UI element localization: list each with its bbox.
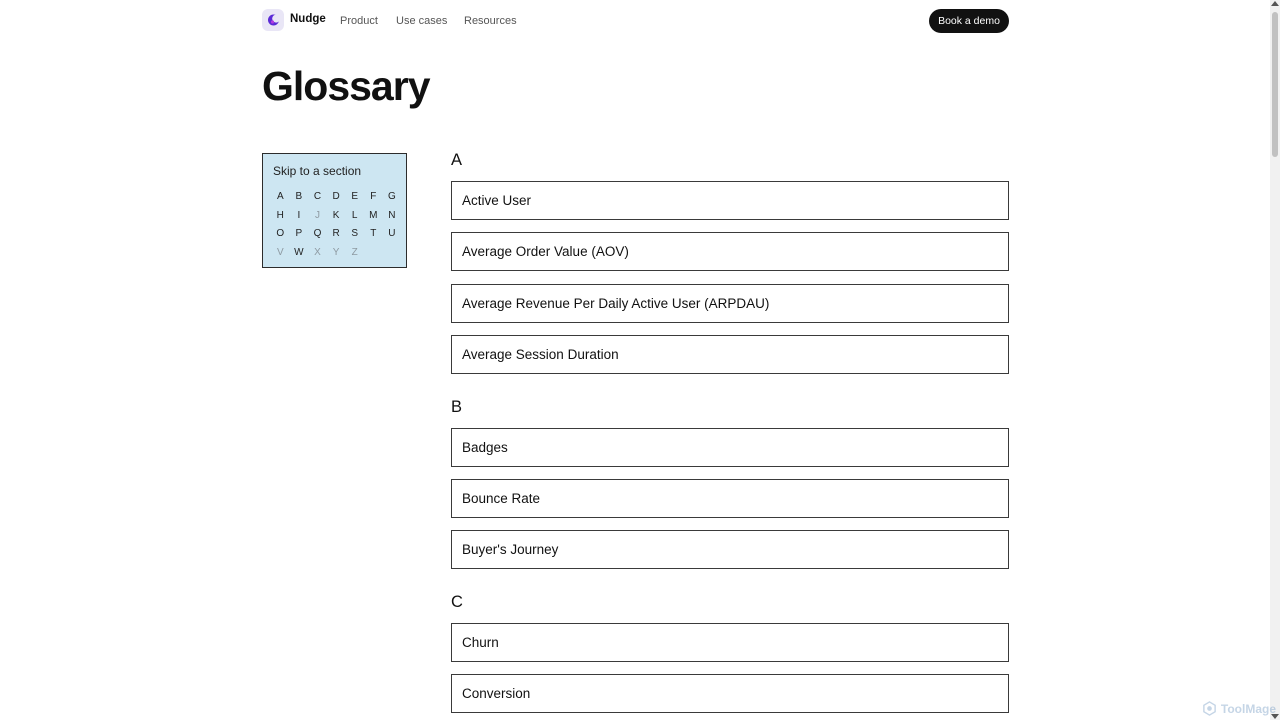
letter-link-d[interactable]: D bbox=[332, 191, 340, 202]
letter-link-v: V bbox=[276, 247, 284, 259]
glossary-term-item[interactable]: Conversion bbox=[451, 674, 1009, 713]
glossary-term-item[interactable]: Badges bbox=[451, 428, 1009, 467]
letter-link-x: X bbox=[314, 247, 321, 259]
letter-link-w[interactable]: W bbox=[294, 247, 304, 259]
letter-link-o[interactable]: O bbox=[276, 228, 285, 240]
letter-link-h[interactable]: H bbox=[276, 209, 284, 221]
letter-link-s[interactable]: S bbox=[351, 228, 358, 240]
letter-link-g[interactable]: G bbox=[387, 191, 396, 202]
letter-link-t[interactable]: T bbox=[370, 228, 377, 240]
section-heading-a: A bbox=[451, 151, 463, 169]
watermark-text: ToolMage bbox=[1220, 701, 1276, 716]
letter-link-a[interactable]: A bbox=[276, 191, 284, 202]
letter-link-p[interactable]: P bbox=[295, 228, 303, 240]
glossary-term-item[interactable]: Average Revenue Per Daily Active User (ARPDAU) bbox=[451, 284, 1009, 323]
glossary-term-item[interactable]: Bounce Rate bbox=[451, 479, 1009, 518]
letter-link-k[interactable]: K bbox=[332, 209, 340, 221]
page-scrollbar[interactable] bbox=[1270, 0, 1280, 720]
glossary-term-item[interactable]: Active User bbox=[451, 181, 1009, 220]
scroll-up-arrow-icon[interactable] bbox=[1271, 1, 1279, 6]
letter-link-e[interactable]: E bbox=[351, 191, 358, 202]
nav-link-resources[interactable]: Resources bbox=[464, 15, 517, 27]
letter-link-m[interactable]: M bbox=[369, 209, 378, 221]
top-nav bbox=[262, 0, 1009, 42]
letter-link-n[interactable]: N bbox=[388, 209, 396, 221]
letter-link-b[interactable]: B bbox=[295, 191, 303, 202]
nudge-logo-icon[interactable] bbox=[262, 9, 284, 31]
brand-name[interactable]: Nudge bbox=[290, 13, 326, 25]
section-heading-b: B bbox=[451, 397, 463, 416]
letter-link-q[interactable]: Q bbox=[313, 228, 322, 240]
letter-link-j: J bbox=[314, 209, 320, 221]
letter-index bbox=[271, 188, 401, 263]
skip-panel-title: Skip to a section bbox=[273, 164, 362, 178]
book-demo-button[interactable]: Book a demo bbox=[929, 9, 1009, 33]
letter-link-f[interactable]: F bbox=[370, 191, 377, 202]
glossary-term-item[interactable]: Average Session Duration bbox=[451, 335, 1009, 374]
nav-link-use-cases[interactable]: Use cases bbox=[396, 15, 448, 27]
page-title: Glossary bbox=[262, 63, 430, 109]
letter-link-i[interactable]: I bbox=[297, 209, 301, 221]
letter-link-y: Y bbox=[332, 247, 340, 259]
glossary-term-item[interactable]: Buyer's Journey bbox=[451, 530, 1009, 569]
toolmage-logo-icon bbox=[1202, 701, 1217, 716]
letter-link-r[interactable]: R bbox=[332, 228, 340, 240]
letter-link-c[interactable]: C bbox=[313, 191, 322, 202]
watermark bbox=[1202, 701, 1276, 716]
nav-link-product[interactable]: Product bbox=[340, 15, 378, 27]
glossary-term-item[interactable]: Churn bbox=[451, 623, 1009, 662]
letter-link-z: Z bbox=[351, 247, 358, 259]
letter-link-l[interactable]: L bbox=[351, 209, 358, 221]
scrollbar-thumb[interactable] bbox=[1272, 12, 1278, 157]
skip-to-section-panel bbox=[262, 153, 407, 268]
glossary-term-item[interactable]: Average Order Value (AOV) bbox=[451, 232, 1009, 271]
letter-link-u[interactable]: U bbox=[388, 228, 396, 240]
section-heading-c: C bbox=[451, 592, 463, 611]
